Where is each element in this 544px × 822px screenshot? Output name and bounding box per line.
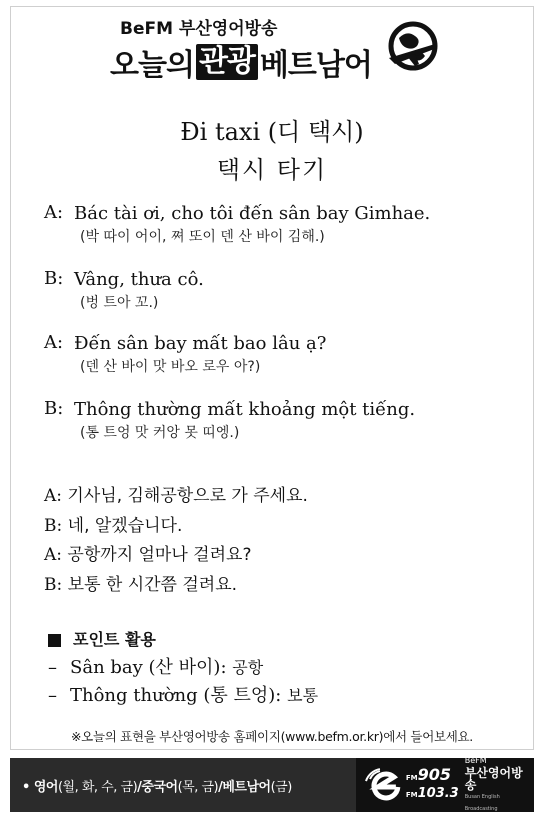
speaker-label: B: <box>44 268 64 289</box>
schedule-days-english: (월, 화, 수, 금) <box>57 779 138 795</box>
footer-bar <box>10 758 534 812</box>
points-heading <box>44 626 318 654</box>
dialog-text: Đến sân bay mất bao lâu ạ? <box>74 333 327 354</box>
points-heading-text: 포인트 활용 <box>73 630 156 649</box>
points-section <box>44 626 318 710</box>
dash-bullet: – <box>48 657 57 678</box>
korean-text: 공항까지 얼마나 걸려요? <box>67 545 252 565</box>
befm-logo <box>356 758 534 812</box>
korean-text: 보통 한 시간쯤 걸려요. <box>67 574 238 595</box>
speaker-label: A: <box>44 545 63 565</box>
speaker-label: B: <box>44 398 64 419</box>
befm-e-logo-icon <box>364 767 404 803</box>
frequency-905: 905 <box>417 765 451 784</box>
schedule-lang-english: 영어 <box>33 779 58 795</box>
frequency-block <box>406 767 459 803</box>
korean-line <box>44 482 308 512</box>
globe-airplane-icon <box>385 18 441 74</box>
bullet: • <box>22 779 30 795</box>
dash-bullet: – <box>48 685 57 706</box>
befm-korean-name: 부산영어방송 <box>464 766 523 792</box>
website-note: ※오늘의 표현을 부산영어방송 홈페이지(www.befm.or.kr)에서 들어보세요. <box>71 729 473 744</box>
dialog-pronunciation: (벙 트아 꼬.) <box>80 295 159 311</box>
dialog-line <box>44 398 514 458</box>
speaker-label: B: <box>44 574 63 595</box>
dialog-text: Bác tài ơi, cho tôi đến sân bay Gimhae. <box>74 203 431 224</box>
befm-brand-text <box>465 755 534 815</box>
point-item <box>44 682 318 710</box>
dialog-pronunciation: (박 따이 어이, 쪄 또이 덴 산 바이 김해.) <box>80 229 325 245</box>
dialog-text: Vâng, thưa cô. <box>74 269 204 290</box>
frequency-1033: 103.3 <box>417 786 459 801</box>
broadcast-schedule <box>10 776 356 795</box>
square-bullet-icon <box>48 634 61 647</box>
schedule-lang-chinese: /중국어 <box>137 779 178 795</box>
point-vietnamese: Thông thường (통 트엉): <box>70 685 282 706</box>
korean-line <box>44 571 308 601</box>
dialog-line <box>44 268 514 332</box>
fm-label: FM <box>405 774 418 782</box>
fm-label: FM <box>405 791 418 799</box>
point-item <box>44 654 318 682</box>
korean-text: 기사님, 김해공항으로 가 주세요. <box>67 486 308 506</box>
point-korean: 공항 <box>232 658 264 677</box>
dialog-line <box>44 332 514 398</box>
point-vietnamese: Sân bay (산 바이): <box>70 657 227 678</box>
title-korean: 택시 타기 <box>216 156 328 184</box>
brand-top-line: BeFM 부산영어방송 <box>120 19 278 39</box>
befm-english-name: Busan English Broadcasting <box>464 794 500 812</box>
korean-text: 네, 알겠습니다. <box>67 515 183 536</box>
speaker-label: A: <box>44 202 64 223</box>
schedule-days-chinese: (목, 금) <box>177 779 219 795</box>
befm-label: BeFM <box>464 756 487 765</box>
brand-main-box: 관광 <box>196 44 258 80</box>
dialog-line <box>44 202 514 268</box>
vietnamese-dialog <box>44 202 514 458</box>
dialog-text: Thông thường mất khoảng một tiếng. <box>74 399 416 420</box>
brand-main-title <box>110 40 372 84</box>
schedule-lang-vietnamese: /베트남어 <box>218 779 271 795</box>
korean-dialog <box>44 482 308 600</box>
speaker-label: A: <box>44 486 63 506</box>
dialog-pronunciation: (통 트엉 맛 커앙 못 띠엥.) <box>80 425 240 441</box>
speaker-label: A: <box>44 332 64 353</box>
korean-line <box>44 541 308 571</box>
speaker-label: B: <box>44 515 63 536</box>
dialog-pronunciation: (덴 산 바이 맛 바오 로우 아?) <box>80 359 261 375</box>
brand-main-post: 베트남어 <box>259 48 372 83</box>
title-vietnamese: Đi taxi (디 택시) <box>180 118 364 146</box>
brand-main-pre: 오늘의 <box>110 48 194 83</box>
schedule-days-vietnamese: (금) <box>270 779 292 795</box>
point-korean: 보통 <box>287 686 319 705</box>
korean-line <box>44 512 308 542</box>
